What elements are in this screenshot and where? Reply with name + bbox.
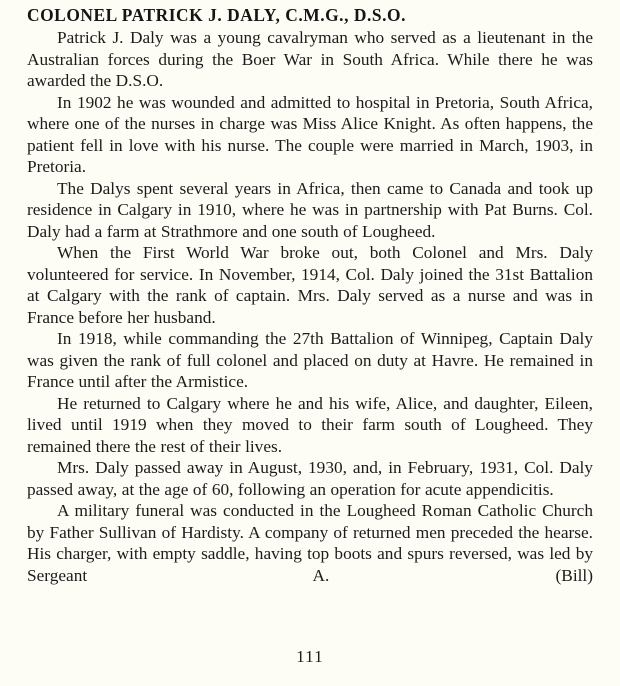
paragraph-8: A military funeral was conducted in the Lougheed Roman Catholic Church by Father Sullivan of Hardisty. A company of returned men preceded the hearse. His charger, with empty saddle, having top boots and spurs reversed, was led by Sergeant A. (Bill)	[27, 501, 593, 585]
paragraph-4: When the First World War broke out, both Colonel and Mrs. Daly volunteered for service. In November, 1914, Col. Daly joined the 31st Battalion at Calgary with the rank of captain. Mrs. Daly served as a nurse and was in France before her husband.	[27, 243, 593, 327]
page-number: 111	[296, 647, 324, 666]
paragraph-3: The Dalys spent several years in Africa, then came to Canada and took up residence in Calgary in 1910, where he was in partnership with Pat Burns. Col. Daly had a farm at Strathmore and one south of Lougheed.	[27, 178, 593, 241]
text-column	[27, 4, 593, 586]
paragraph-7: Mrs. Daly passed away in August, 1930, and, in February, 1931, Col. Daly passed away, at the age of 60, following an operation for acute appendicitis.	[27, 458, 593, 499]
paragraph-5: In 1918, while commanding the 27th Battalion of Winnipeg, Captain Daly was given the rank of full colonel and placed on duty at Havre. He remained in France until after the Armistice.	[27, 329, 593, 391]
paragraph-6: He returned to Calgary where he and his wife, Alice, and daughter, Eileen, lived until 1919 when they moved to their farm south of Lougheed. They remained there the rest of their lives.	[27, 393, 593, 456]
paragraph-2: In 1902 he was wounded and admitted to hospital in Pretoria, South Africa, where one of the nurses in charge was Miss Alice Knight. As often happens, the patient fell in love with his nurse. The couple were married in March, 1903, in Pretoria.	[27, 92, 593, 176]
page-title: COLONEL PATRICK J. DALY, C.M.G., D.S.O.	[27, 5, 406, 25]
paragraph-1: Patrick J. Daly was a young cavalryman who served as a lieutenant in the Australian forces during the Boer War in South Africa. While there he was awarded the D.S.O.	[27, 28, 593, 90]
